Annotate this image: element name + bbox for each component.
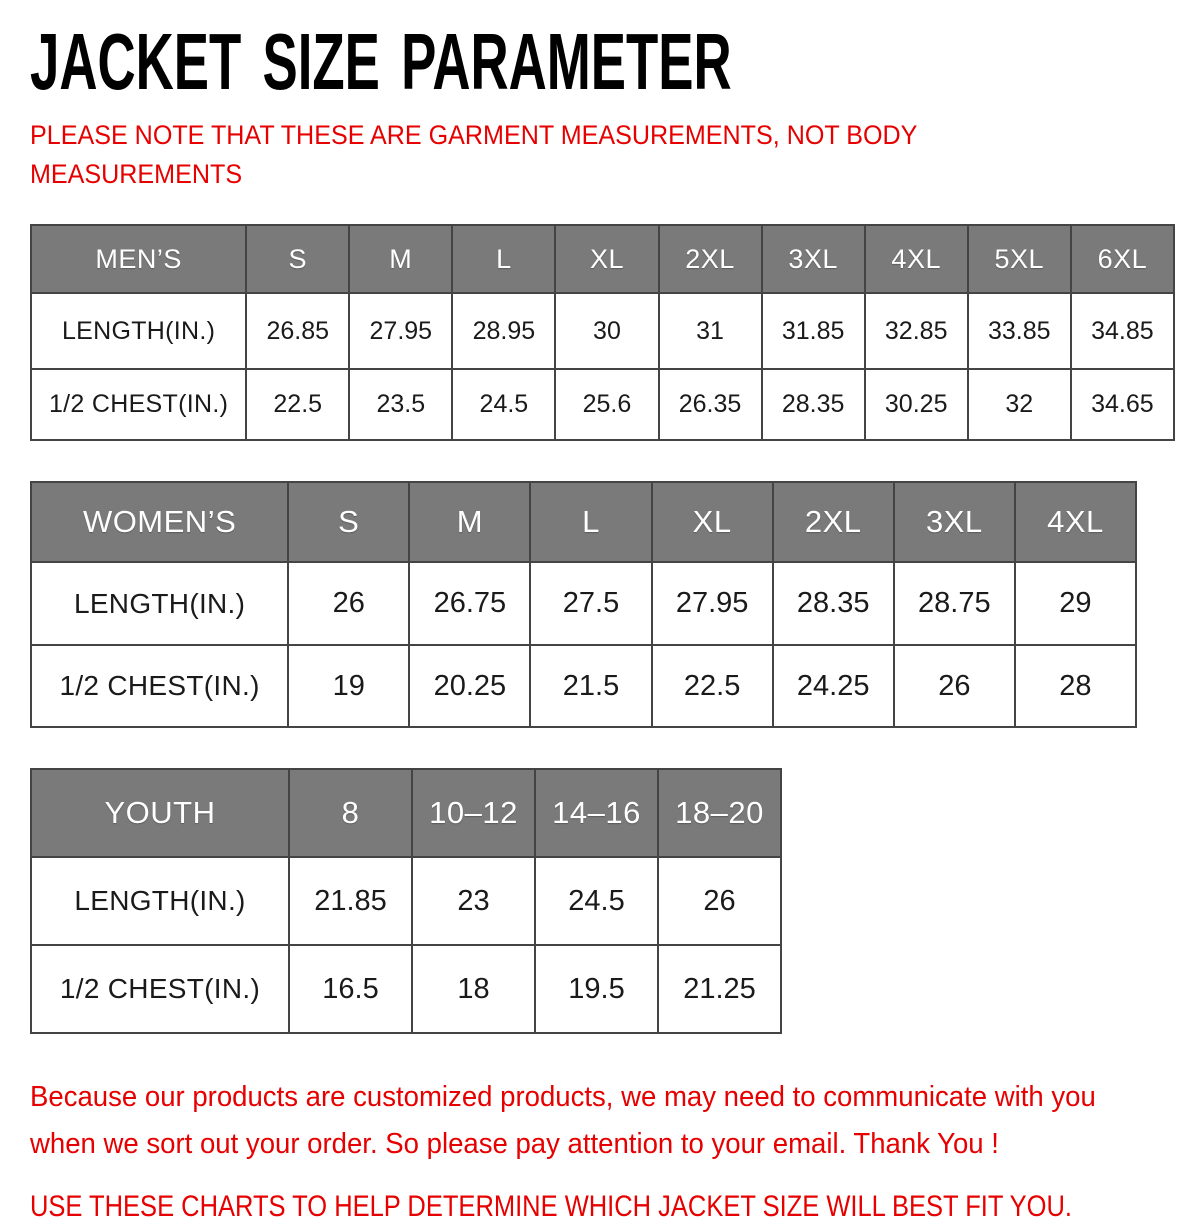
row-label-length: LENGTH(IN.) xyxy=(31,562,288,645)
mens-size-header: XL xyxy=(555,225,658,293)
youth-chest-value: 18 xyxy=(412,945,535,1033)
mens-length-value: 31.85 xyxy=(762,293,865,369)
womens-size-header: 2XL xyxy=(773,482,894,562)
mens-size-header: 2XL xyxy=(659,225,762,293)
mens-length-value: 32.85 xyxy=(865,293,968,369)
row-label-chest: 1/2 CHEST(IN.) xyxy=(31,645,288,727)
womens-chest-value: 20.25 xyxy=(409,645,530,727)
youth-chest-value: 16.5 xyxy=(289,945,412,1033)
youth-length-value: 21.85 xyxy=(289,857,412,945)
womens-chest-value: 26 xyxy=(894,645,1015,727)
youth-chest-row xyxy=(31,945,781,1033)
row-label-chest: 1/2 CHEST(IN.) xyxy=(31,945,289,1033)
mens-table-title: MEN’S xyxy=(31,225,246,293)
womens-size-header: 3XL xyxy=(894,482,1015,562)
womens-size-header: S xyxy=(288,482,409,562)
youth-size-header: 8 xyxy=(289,769,412,857)
mens-length-value: 33.85 xyxy=(968,293,1071,369)
mens-size-header: 6XL xyxy=(1071,225,1174,293)
womens-length-row xyxy=(31,562,1136,645)
womens-size-header: L xyxy=(530,482,651,562)
womens-table-title: WOMEN’S xyxy=(31,482,288,562)
mens-length-value: 30 xyxy=(555,293,658,369)
row-label-chest: 1/2 CHEST(IN.) xyxy=(31,369,246,440)
mens-length-value: 31 xyxy=(659,293,762,369)
mens-size-header: S xyxy=(246,225,349,293)
womens-length-value: 28.35 xyxy=(773,562,894,645)
womens-size-header: M xyxy=(409,482,530,562)
mens-chest-value: 28.35 xyxy=(762,369,865,440)
womens-header-row xyxy=(31,482,1136,562)
mens-length-row xyxy=(31,293,1174,369)
womens-size-table xyxy=(30,481,1137,728)
youth-size-header: 18–20 xyxy=(658,769,781,857)
youth-size-header: 14–16 xyxy=(535,769,658,857)
womens-chest-value: 24.25 xyxy=(773,645,894,727)
mens-length-value: 28.95 xyxy=(452,293,555,369)
youth-header-row xyxy=(31,769,781,857)
youth-table-title: YOUTH xyxy=(31,769,289,857)
mens-header-row xyxy=(31,225,1174,293)
womens-size-header: XL xyxy=(652,482,773,562)
row-label-length: LENGTH(IN.) xyxy=(31,293,246,369)
youth-length-value: 26 xyxy=(658,857,781,945)
mens-size-header: 4XL xyxy=(865,225,968,293)
mens-chest-row xyxy=(31,369,1174,440)
page-title-text: JACKET SIZE PARAMETER xyxy=(30,17,732,106)
mens-chest-value: 24.5 xyxy=(452,369,555,440)
youth-chest-value: 21.25 xyxy=(658,945,781,1033)
mens-size-header: L xyxy=(452,225,555,293)
mens-chest-value: 30.25 xyxy=(865,369,968,440)
mens-chest-value: 32 xyxy=(968,369,1071,440)
row-label-length: LENGTH(IN.) xyxy=(31,857,289,945)
womens-chest-value: 21.5 xyxy=(530,645,651,727)
page-title xyxy=(30,17,1175,106)
mens-size-header: 3XL xyxy=(762,225,865,293)
mens-chest-value: 26.35 xyxy=(659,369,762,440)
youth-length-value: 24.5 xyxy=(535,857,658,945)
womens-size-header: 4XL xyxy=(1015,482,1136,562)
youth-size-header: 10–12 xyxy=(412,769,535,857)
mens-length-value: 26.85 xyxy=(246,293,349,369)
mens-chest-value: 22.5 xyxy=(246,369,349,440)
womens-length-value: 28.75 xyxy=(894,562,1015,645)
womens-length-value: 27.95 xyxy=(652,562,773,645)
garment-measurement-note: PLEASE NOTE THAT THESE ARE GARMENT MEASUREMENTS, NOT BODY MEASUREMENTS xyxy=(30,120,917,190)
mens-size-header: 5XL xyxy=(968,225,1071,293)
womens-length-value: 26 xyxy=(288,562,409,645)
mens-chest-value: 23.5 xyxy=(349,369,452,440)
womens-chest-value: 19 xyxy=(288,645,409,727)
chart-usage-note: USE THESE CHARTS TO HELP DETERMINE WHICH JACKET SIZE WILL BEST FIT YOU. xyxy=(30,1190,1072,1224)
womens-chest-value: 22.5 xyxy=(652,645,773,727)
womens-length-value: 26.75 xyxy=(409,562,530,645)
mens-length-value: 34.85 xyxy=(1071,293,1174,369)
youth-chest-value: 19.5 xyxy=(535,945,658,1033)
youth-length-value: 23 xyxy=(412,857,535,945)
youth-length-row xyxy=(31,857,781,945)
customization-notice: Because our products are customized products, we may need to communicate with you when we sort out your order. So please pay attention to your email. Thank You ! xyxy=(30,1081,1096,1161)
womens-length-value: 29 xyxy=(1015,562,1136,645)
youth-size-table xyxy=(30,768,782,1034)
mens-length-value: 27.95 xyxy=(349,293,452,369)
mens-chest-value: 34.65 xyxy=(1071,369,1174,440)
womens-chest-value: 28 xyxy=(1015,645,1136,727)
mens-chest-value: 25.6 xyxy=(555,369,658,440)
mens-size-header: M xyxy=(349,225,452,293)
womens-chest-row xyxy=(31,645,1136,727)
mens-size-table xyxy=(30,224,1175,441)
womens-length-value: 27.5 xyxy=(530,562,651,645)
